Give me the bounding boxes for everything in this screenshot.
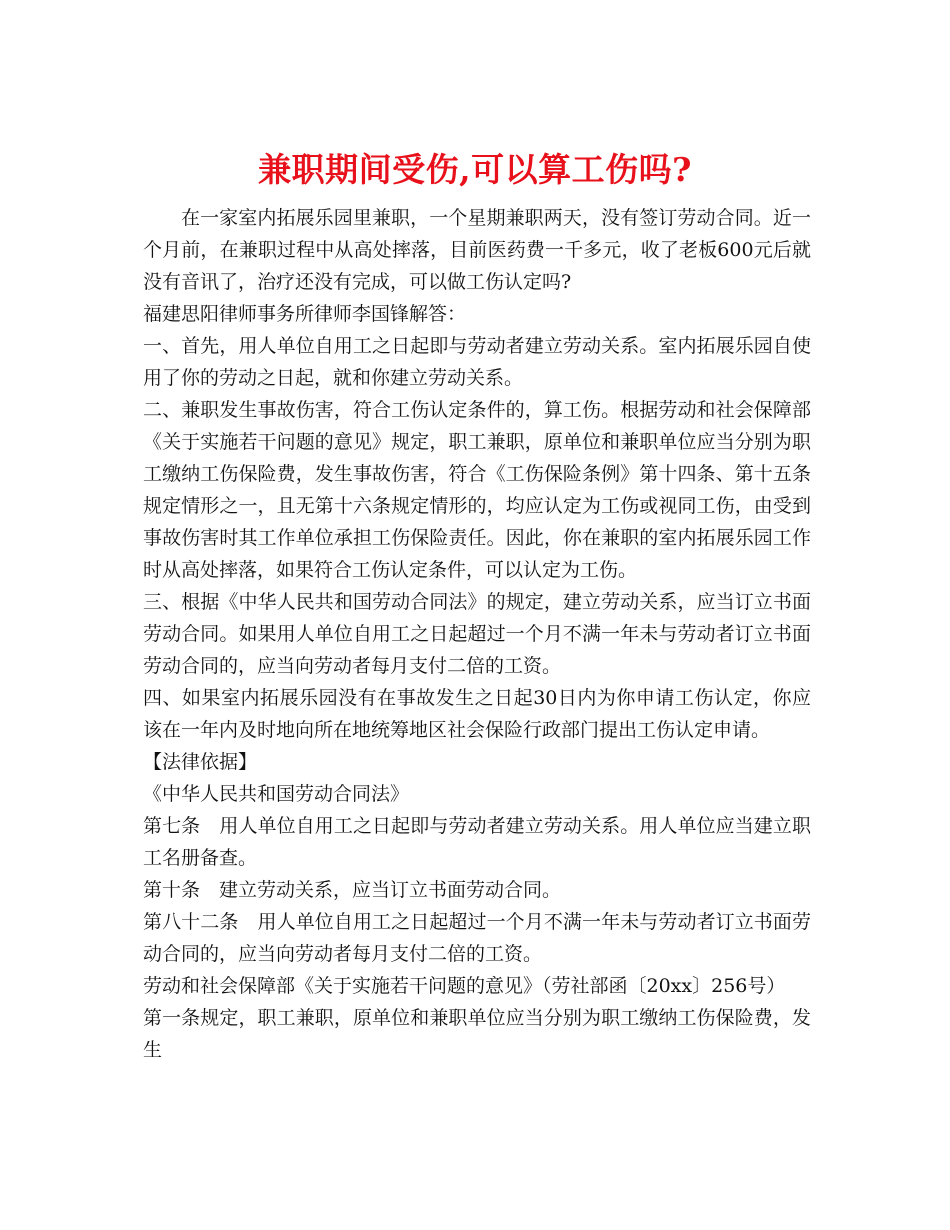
page-title: 兼职期间受伤,可以算工伤吗?	[258, 150, 692, 190]
answer-point-1: 一、首先，用人单位自用工之日起即与劳动者建立劳动关系。室内拓展乐园自使用了你的劳动之日起，就和你建立劳动关系。	[143, 335, 811, 389]
answer-point-3: 三、根据《中华人民共和国劳动合同法》的规定，建立劳动关系，应当订立书面劳动合同。如果用人单位自用工之日起超过一个月不满一年未与劳动者订立书面劳动合同的，应当向劳动者每月支付二倍的工资。	[143, 591, 811, 677]
answer-point-4: 四、如果室内拓展乐园没有在事故发生之日起30日内为你申请工伤认定，你应该在一年内及时地向所在地统筹地区社会保险行政部门提出工伤认定申请。	[143, 687, 811, 741]
law-title: 《中华人民共和国劳动合同法》	[143, 783, 410, 805]
answer-point-2: 二、兼职发生事故伤害，符合工伤认定条件的，算工伤。根据劳动和社会保障部《关于实施若干问题的意见》规定，职工兼职，原单位和兼职单位应当分别为职工缴纳工伤保险费，发生事故伤害，符合《工伤保险条例》第十四条、第十五条规定情形之一，且无第十六条规定情形的，均应认定为工伤或视同工伤，由受到事故伤害时其工作单位承担工伤保险责任。因此，你在兼职的室内拓展乐园工作时从高处摔落，如果符合工伤认定条件，可以认定为工伤。	[143, 399, 811, 581]
answer-intro: 福建思阳律师事务所律师李国锋解答：	[143, 303, 467, 325]
legal-basis-heading: 【法律依据】	[143, 751, 258, 773]
article-7: 第七条 用人单位自用工之日起即与劳动者建立劳动关系。用人单位应当建立职工名册备查。	[143, 815, 811, 869]
article-82: 第八十二条 用人单位自用工之日起超过一个月不满一年未与劳动者订立书面劳动合同的，应当向劳动者每月支付二倍的工资。	[143, 911, 811, 965]
ministry-opinion-title: 劳动和社会保障部《关于实施若干问题的意见》（劳社部函〔20xx〕256号）	[143, 975, 786, 997]
article-10: 第十条 建立劳动关系，应当订立书面劳动合同。	[143, 879, 562, 901]
ministry-article-1: 第一条规定，职工兼职，原单位和兼职单位应当分别为职工缴纳工伤保险费，发生	[143, 1007, 811, 1061]
question-paragraph: 在一家室内拓展乐园里兼职，一个星期兼职两天，没有签订劳动合同。近一个月前，在兼职过程中从高处摔落，目前医药费一千多元，收了老板600元后就没有音讯了，治疗还没有完成，可以做工伤认定吗?	[143, 207, 811, 293]
document-body	[143, 202, 811, 1066]
